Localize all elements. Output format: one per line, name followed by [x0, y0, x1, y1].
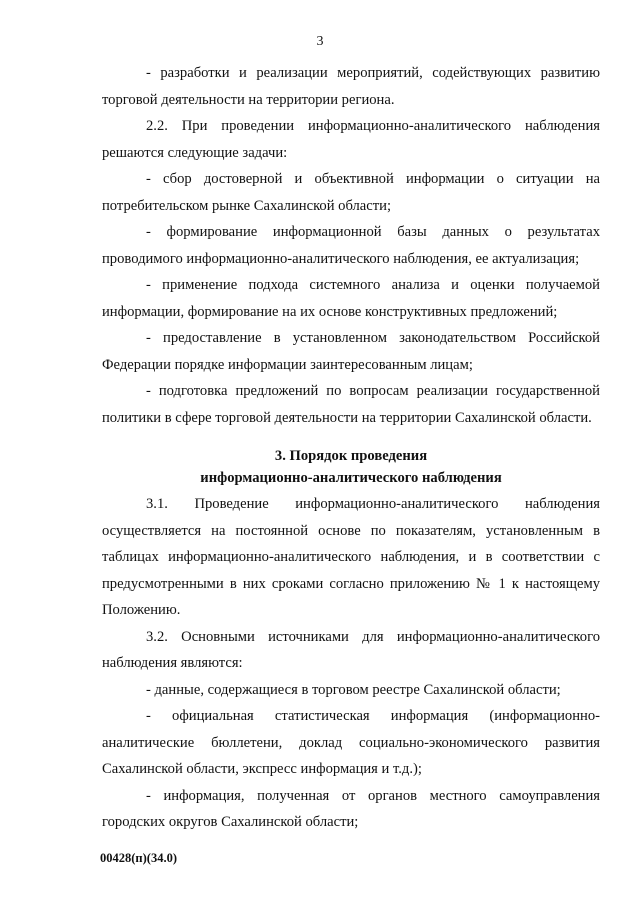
paragraph-list-item: - подготовка предложений по вопросам реализации государственной политики в сфере торговой деятельности на территории Сахалинской области.	[102, 383, 600, 426]
paragraph-clause-3-1: 3.1. Проведение информационно-аналитического наблюдения осуществляется на постоянной основе по показателям, установленным в таблицах информационно-аналитического наблюдения, и в соответствии с предусмотренными в них сроками согласно приложению № 1 к настоящему Положению.	[102, 496, 600, 618]
paragraph-list-item: - информация, полученная от органов местного самоуправления городских округов Сахалинской области;	[102, 787, 600, 830]
paragraph-list-item: - формирование информационной базы данных о результатах проводимого информационно-аналитического наблюдения, ее актуализация;	[102, 224, 600, 267]
paragraph-list-item: - данные, содержащиеся в торговом реестре Сахалинской области;	[146, 681, 561, 698]
paragraph-list-item: - предоставление в установленном законодательством Российской Федерации порядке информации заинтересованным лицам;	[102, 330, 600, 373]
section-heading-line-2: информационно-аналитического наблюдения	[200, 470, 502, 486]
paragraph-list-item: - сбор достоверной и объективной информации о ситуации на потребительском рынке Сахалинской области;	[102, 171, 600, 214]
document-body	[102, 60, 600, 836]
paragraph-list-item: - официальная статистическая информация (информационно-аналитические бюллетени, доклад социально-экономического развития Сахалинской области, экспресс информация и т.д.);	[102, 708, 600, 777]
paragraph-list-item: - применение подхода системного анализа и оценки получаемой информации, формирование на их основе конструктивных предложений;	[102, 277, 600, 320]
paragraph-clause-3-2: 3.2. Основными источниками для информационно-аналитического наблюдения являются:	[102, 628, 600, 671]
paragraph-list-item: - разработки и реализации мероприятий, содействующих развитию торговой деятельности на территории региона.	[102, 65, 600, 108]
section-heading-line-1: 3. Порядок проведения	[274, 448, 428, 464]
page-number: 3	[316, 34, 324, 49]
document-footer-code: 00428(п)(34.0)	[100, 851, 177, 865]
section-heading	[102, 445, 600, 489]
paragraph-clause-2-2: 2.2. При проведении информационно-аналитического наблюдения решаются следующие задачи:	[102, 118, 600, 161]
